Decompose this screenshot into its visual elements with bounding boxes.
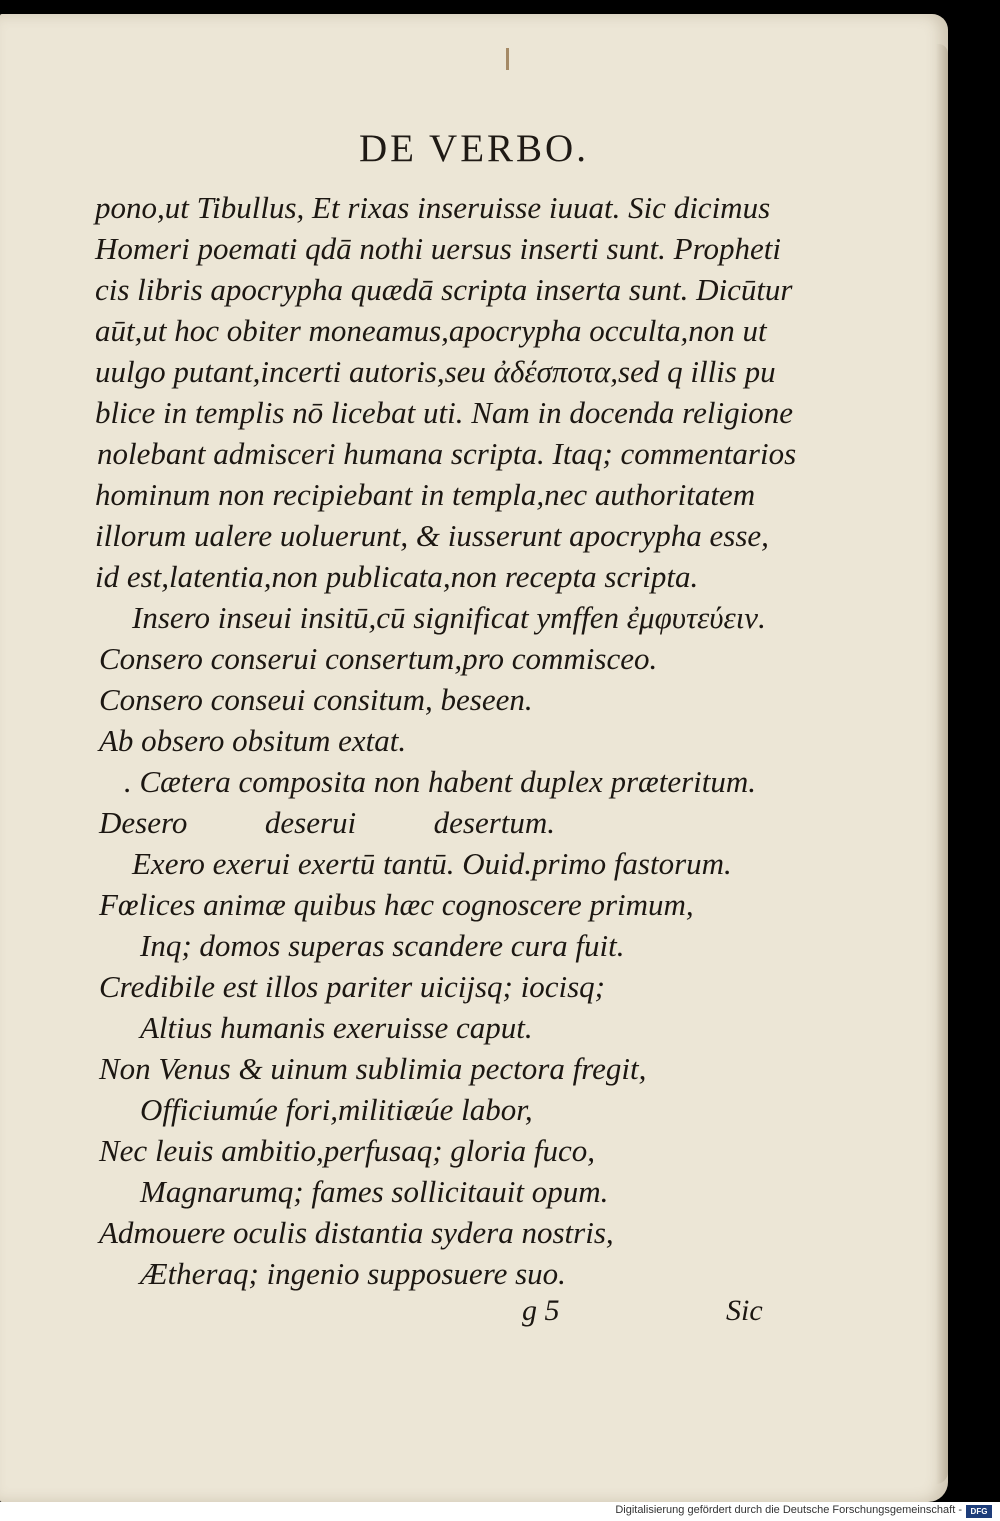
credit-text: Digitalisierung gefördert durch die Deutsche Forschungsgemeinschaft - [615,1504,962,1516]
text-line: cis libris apocrypha quædā scripta inserta sunt. Dicūtur [95,272,793,307]
page-edge-shadow [936,44,948,1484]
text-line: blice in templis nō licebat uti. Nam in docenda religione [95,395,793,430]
dfg-logo: DFG [966,1505,992,1518]
text-line: hominum non recipiebant in templa,nec authoritatem [95,477,756,512]
text-line: Officiumúe fori,militiæúe labor, [140,1092,533,1127]
text-line: pono,ut Tibullus, Et rixas inseruisse iuuat. Sic dicimus [95,190,771,225]
text-line: uulgo putant,incerti autoris,seu ἀδέσποτα,sed q illis pu [95,354,776,389]
text-line: Homeri poemati qdā nothi uersus inserti sunt. Propheti [95,231,781,266]
text-line: Altius humanis exeruisse caput. [140,1010,533,1045]
text-line: Exero exerui exertū tantū. Ouid.primo fastorum. [132,846,732,881]
text-line: illorum ualere uoluerunt, & iusserunt apocrypha esse, [95,518,769,553]
text-line: Insero inseui insitū,cū significat ymffen ἐμφυτεύειν. [132,600,766,635]
text-line: Ab obsero obsitum extat. [99,723,407,758]
text-line: Consero conseui consitum, beseen. [99,682,533,717]
text-line: nolebant admisceri humana scripta. Itaq; commentarios [97,436,797,471]
text-line: . Cætera composita non habent duplex præteritum. [124,764,757,799]
credit-bar [0,1502,1000,1521]
text-line: Non Venus & uinum sublimia pectora fregit, [99,1051,647,1086]
text-line: Magnarumq; fames sollicitauit opum. [140,1174,609,1209]
text-line: Admouere oculis distantia sydera nostris, [99,1215,614,1250]
text-line: Inq; domos superas scandere cura fuit. [140,928,625,963]
text-line: Nec leuis ambitio,perfusaq; gloria fuco, [99,1133,595,1168]
text-line: Credibile est illos pariter uicijsq; iocisq; [99,969,606,1004]
text-line: Desero deserui desertum. [99,805,556,840]
page-mark [506,48,509,70]
text-line: aūt,ut hoc obiter moneamus,apocrypha occulta,non ut [95,313,767,348]
signature-mark: g 5 [522,1294,560,1327]
catchword: Sic [726,1294,763,1327]
book-page [0,14,948,1502]
text-line: id est,latentia,non publicata,non recepta scripta. [95,559,699,594]
running-header: DE VERBO. [359,127,589,170]
text-line: Ætheraq; ingenio supposuere suo. [140,1256,566,1291]
text-line: Fœlices animæ quibus hæc cognoscere primum, [99,887,694,922]
text-line: Consero conserui consertum,pro commisceo. [99,641,658,676]
